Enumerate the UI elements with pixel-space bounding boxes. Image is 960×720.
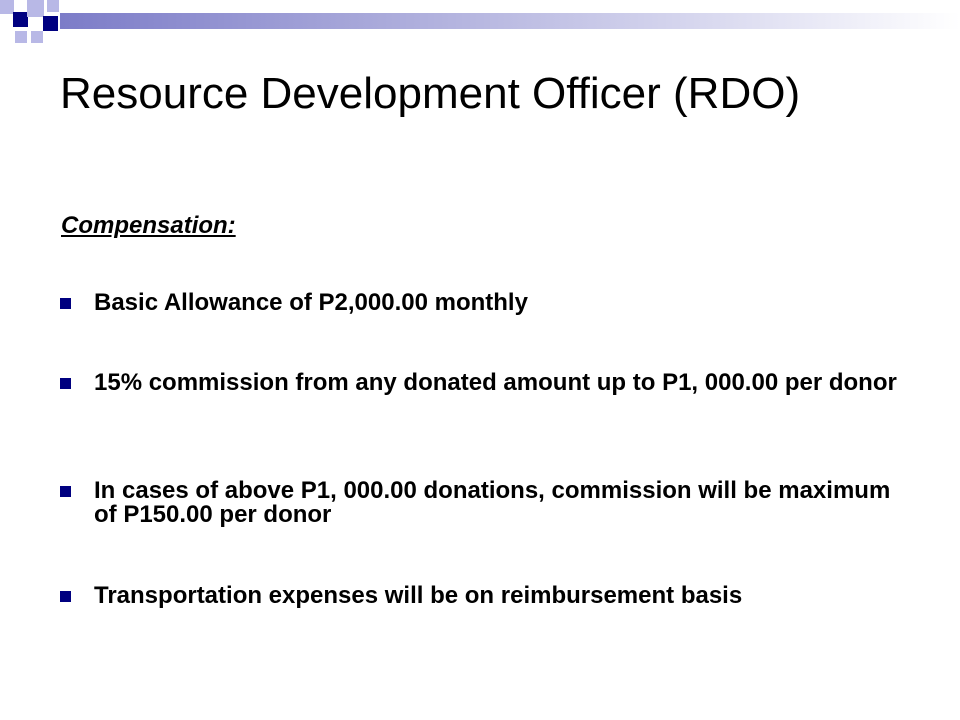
square-bullet-icon xyxy=(60,486,71,497)
list-item xyxy=(94,479,914,527)
slide-title: Resource Development Officer (RDO) xyxy=(60,69,801,118)
list-item xyxy=(94,584,914,608)
square-bullet-icon xyxy=(60,591,71,602)
square-bullet-icon xyxy=(60,298,71,309)
bullet-text: Basic Allowance of P2,000.00 monthly xyxy=(94,289,528,316)
bullet-text: 15% commission from any donated amount up to P1, 000.00 per donor xyxy=(94,369,897,396)
bullet-text: In cases of above P1, 000.00 donations, commission will be maximum of P150.00 per donor xyxy=(94,477,891,528)
list-item xyxy=(94,291,914,315)
list-item xyxy=(94,371,914,395)
compensation-heading: Compensation: xyxy=(61,212,236,239)
square-bullet-icon xyxy=(60,378,71,389)
bullet-text: Transportation expenses will be on reimbursement basis xyxy=(94,582,743,609)
